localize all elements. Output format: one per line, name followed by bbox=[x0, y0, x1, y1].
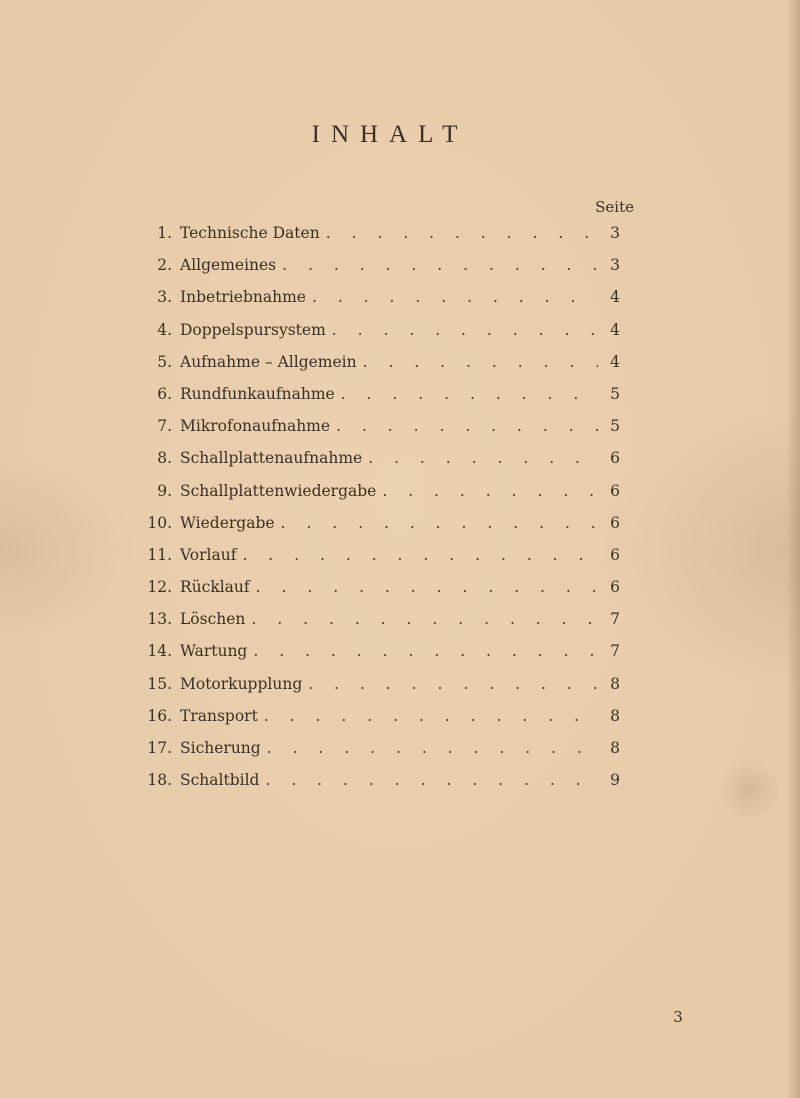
toc-entry bbox=[130, 256, 620, 288]
toc-entry-page: 6 bbox=[610, 449, 620, 468]
toc-entry-number: 5. bbox=[157, 352, 172, 371]
page-column-header: Seite bbox=[595, 198, 634, 216]
toc-entry-title: Motorkupplung bbox=[180, 674, 303, 693]
toc-entry-title: Schallplattenaufnahme bbox=[180, 449, 363, 468]
toc-entry-number: 4. bbox=[157, 320, 172, 339]
toc-entry-page: 8 bbox=[610, 674, 620, 693]
toc-entry-page: 5 bbox=[610, 384, 620, 403]
toc-entry-number: 2. bbox=[157, 256, 172, 275]
toc-dot-leader bbox=[326, 224, 598, 242]
toc-entry-number: 11. bbox=[147, 545, 172, 564]
toc-entry bbox=[130, 482, 620, 514]
toc-entry bbox=[130, 224, 620, 256]
toc-entry bbox=[130, 642, 620, 674]
toc-entry-number: 10. bbox=[147, 513, 172, 532]
toc-entry-title: Schaltbild bbox=[180, 771, 260, 790]
toc-entry-page: 3 bbox=[610, 224, 620, 242]
toc-dot-leader bbox=[267, 739, 598, 757]
toc-entry-page: 7 bbox=[610, 610, 620, 629]
toc-entry-number: 8. bbox=[157, 449, 172, 468]
toc-entry-title: Wartung bbox=[180, 642, 248, 661]
toc-entry-title: Transport bbox=[180, 706, 258, 725]
toc-entry-page: 8 bbox=[610, 739, 620, 757]
toc-dot-leader bbox=[251, 610, 598, 628]
toc-entry-title: Vorlauf bbox=[180, 545, 237, 564]
toc-entry-number: 3. bbox=[157, 288, 172, 307]
page-title: INHALT bbox=[311, 121, 469, 148]
table-of-contents bbox=[130, 224, 620, 803]
toc-entry-number: 14. bbox=[147, 642, 172, 661]
toc-dot-leader bbox=[332, 321, 598, 339]
toc-dot-leader bbox=[282, 256, 598, 274]
toc-entry-title: Inbetriebnahme bbox=[180, 288, 306, 307]
toc-entry-number: 16. bbox=[147, 706, 172, 725]
toc-entry-title: Sicherung bbox=[180, 739, 261, 757]
toc-entry-page: 6 bbox=[610, 481, 620, 500]
toc-entry bbox=[130, 546, 620, 578]
toc-entry-page: 6 bbox=[610, 578, 620, 597]
toc-entry-page: 4 bbox=[610, 320, 620, 339]
page-number: 3 bbox=[673, 1008, 683, 1026]
toc-dot-leader bbox=[281, 514, 598, 532]
toc-entry-number: 7. bbox=[157, 417, 172, 436]
toc-dot-leader bbox=[336, 417, 598, 435]
toc-entry-title: Technische Daten bbox=[180, 224, 320, 242]
toc-entry bbox=[130, 514, 620, 546]
toc-dot-leader bbox=[264, 707, 598, 725]
toc-dot-leader bbox=[265, 771, 598, 789]
toc-entry bbox=[130, 707, 620, 739]
toc-entry bbox=[130, 739, 620, 771]
toc-dot-leader bbox=[341, 385, 598, 403]
toc-entry-number: 15. bbox=[147, 674, 172, 693]
toc-dot-leader bbox=[368, 449, 598, 467]
toc-entry-page: 3 bbox=[610, 256, 620, 275]
toc-entry-title: Aufnahme – Allgemein bbox=[180, 352, 357, 371]
toc-entry-title: Rundfunkaufnahme bbox=[180, 384, 335, 403]
toc-dot-leader bbox=[253, 642, 598, 660]
toc-entry bbox=[130, 449, 620, 481]
toc-entry bbox=[130, 385, 620, 417]
toc-dot-leader bbox=[382, 482, 598, 500]
toc-entry-page: 6 bbox=[610, 513, 620, 532]
toc-dot-leader bbox=[242, 546, 598, 564]
toc-entry-title: Schallplattenwiedergabe bbox=[180, 481, 377, 500]
toc-entry-number: 12. bbox=[147, 578, 172, 597]
toc-entry-number: 6. bbox=[157, 384, 172, 403]
toc-entry bbox=[130, 353, 620, 385]
toc-dot-leader bbox=[256, 578, 598, 596]
toc-entry-number: 13. bbox=[147, 610, 172, 629]
toc-entry bbox=[130, 417, 620, 449]
toc-entry-title: Löschen bbox=[180, 610, 246, 629]
toc-dot-leader bbox=[308, 675, 598, 693]
toc-entry-page: 8 bbox=[610, 706, 620, 725]
toc-entry-title: Rücklauf bbox=[180, 578, 250, 597]
toc-entry bbox=[130, 288, 620, 320]
toc-entry-number: 9. bbox=[157, 481, 172, 500]
page-edge-shadow bbox=[786, 0, 800, 1098]
toc-entry-title: Doppelspursystem bbox=[180, 320, 326, 339]
toc-entry bbox=[130, 610, 620, 642]
toc-dot-leader bbox=[363, 353, 598, 371]
toc-dot-leader bbox=[312, 288, 598, 306]
toc-entry-page: 5 bbox=[610, 417, 620, 436]
toc-entry-title: Mikrofonaufnahme bbox=[180, 417, 331, 436]
toc-entry-page: 9 bbox=[610, 771, 620, 790]
toc-entry bbox=[130, 578, 620, 610]
toc-entry-page: 4 bbox=[610, 288, 620, 307]
toc-entry-page: 4 bbox=[610, 352, 620, 371]
toc-entry-title: Wiedergabe bbox=[180, 513, 275, 532]
toc-entry bbox=[130, 675, 620, 707]
toc-entry-number: 18. bbox=[147, 771, 172, 790]
toc-entry-title: Allgemeines bbox=[180, 256, 277, 275]
toc-entry-page: 6 bbox=[610, 545, 620, 564]
toc-entry bbox=[130, 771, 620, 803]
toc-entry-number: 17. bbox=[147, 739, 172, 757]
toc-entry bbox=[130, 321, 620, 353]
toc-entry-page: 7 bbox=[610, 642, 620, 661]
toc-entry-number: 1. bbox=[157, 224, 172, 242]
